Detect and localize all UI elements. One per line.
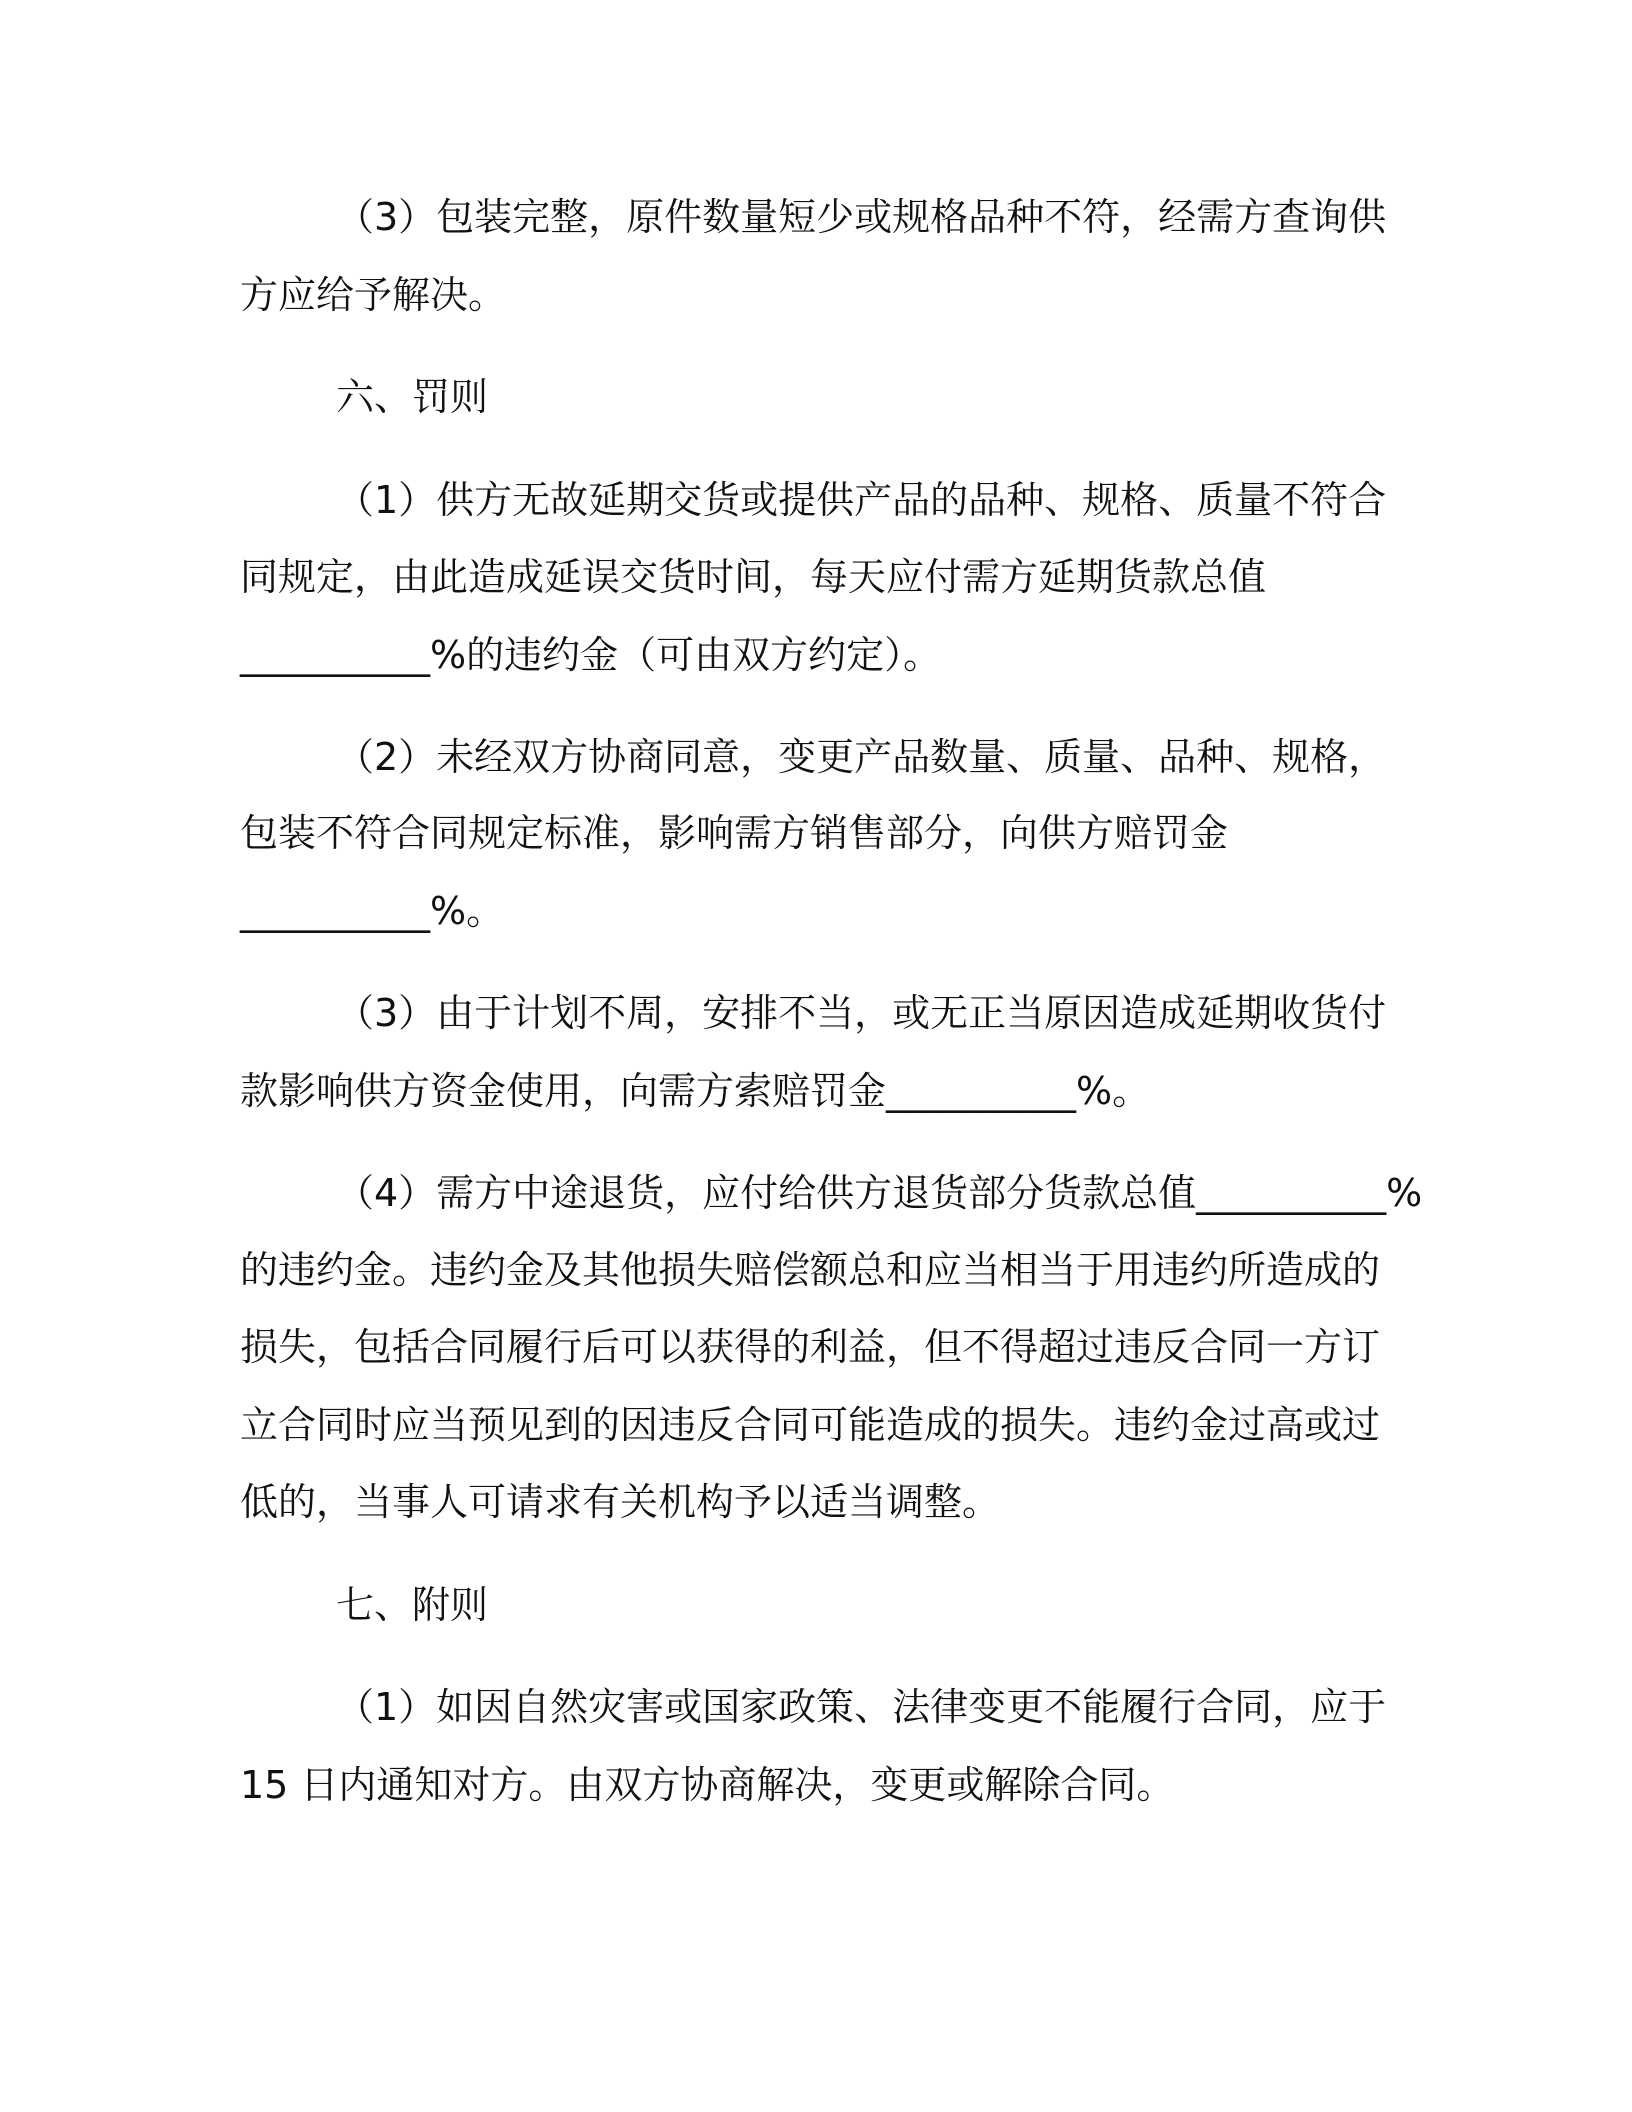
penalty-4-line-4: 立合同时应当预见到的因违反合同可能造成的损失。违约金过高或过 — [240, 1403, 1381, 1447]
penalty-2-line-1: （2）未经双方协商同意，变更产品数量、质量、品种、规格， — [336, 735, 1387, 779]
penalty-1-line-2: 同规定，由此造成延误交货时间，每天应付需方延期货款总值 — [240, 555, 1267, 599]
supplementary-1-line-1: （1）如因自然灾害或国家政策、法律变更不能履行合同，应于 — [336, 1685, 1387, 1729]
penalty-4-line-1: （4）需方中途退货，应付给供方退货部分货款总值__________% — [336, 1171, 1423, 1215]
clause-5-3-line-1: （3）包装完整，原件数量短少或规格品种不符，经需方查询供 — [336, 195, 1387, 239]
penalty-3-line-2: 款影响供方资金使用，向需方索赔罚金__________%。 — [240, 1069, 1151, 1113]
penalty-4-line-2: 的违约金。违约金及其他损失赔偿额总和应当相当于用违约所造成的 — [240, 1248, 1381, 1292]
penalty-2-line-2: 包装不符合同规定标准，影响需方销售部分，向供方赔罚金 — [240, 811, 1229, 855]
penalty-1-line-3: __________%的违约金（可由双方约定）。 — [240, 633, 942, 677]
penalty-4-line-5: 低的，当事人可请求有关机构予以适当调整。 — [240, 1480, 1001, 1524]
penalty-1-line-1: （1）供方无故延期交货或提供产品的品种、规格、质量不符合 — [336, 478, 1387, 522]
supplementary-1-line-2: 15 日内通知对方。由双方协商解决，变更或解除合同。 — [240, 1763, 1175, 1807]
penalty-2-line-3: __________%。 — [240, 889, 505, 933]
section-heading-supplementary: 七、附则 — [336, 1583, 489, 1627]
penalty-3-line-1: （3）由于计划不周，安排不当，或无正当原因造成延期收货付 — [336, 991, 1387, 1035]
penalty-4-line-3: 损失，包括合同履行后可以获得的利益，但不得超过违反合同一方订 — [240, 1325, 1381, 1369]
clause-5-3-line-2: 方应给予解决。 — [240, 273, 507, 317]
section-heading-penalties: 六、罚则 — [336, 375, 489, 419]
